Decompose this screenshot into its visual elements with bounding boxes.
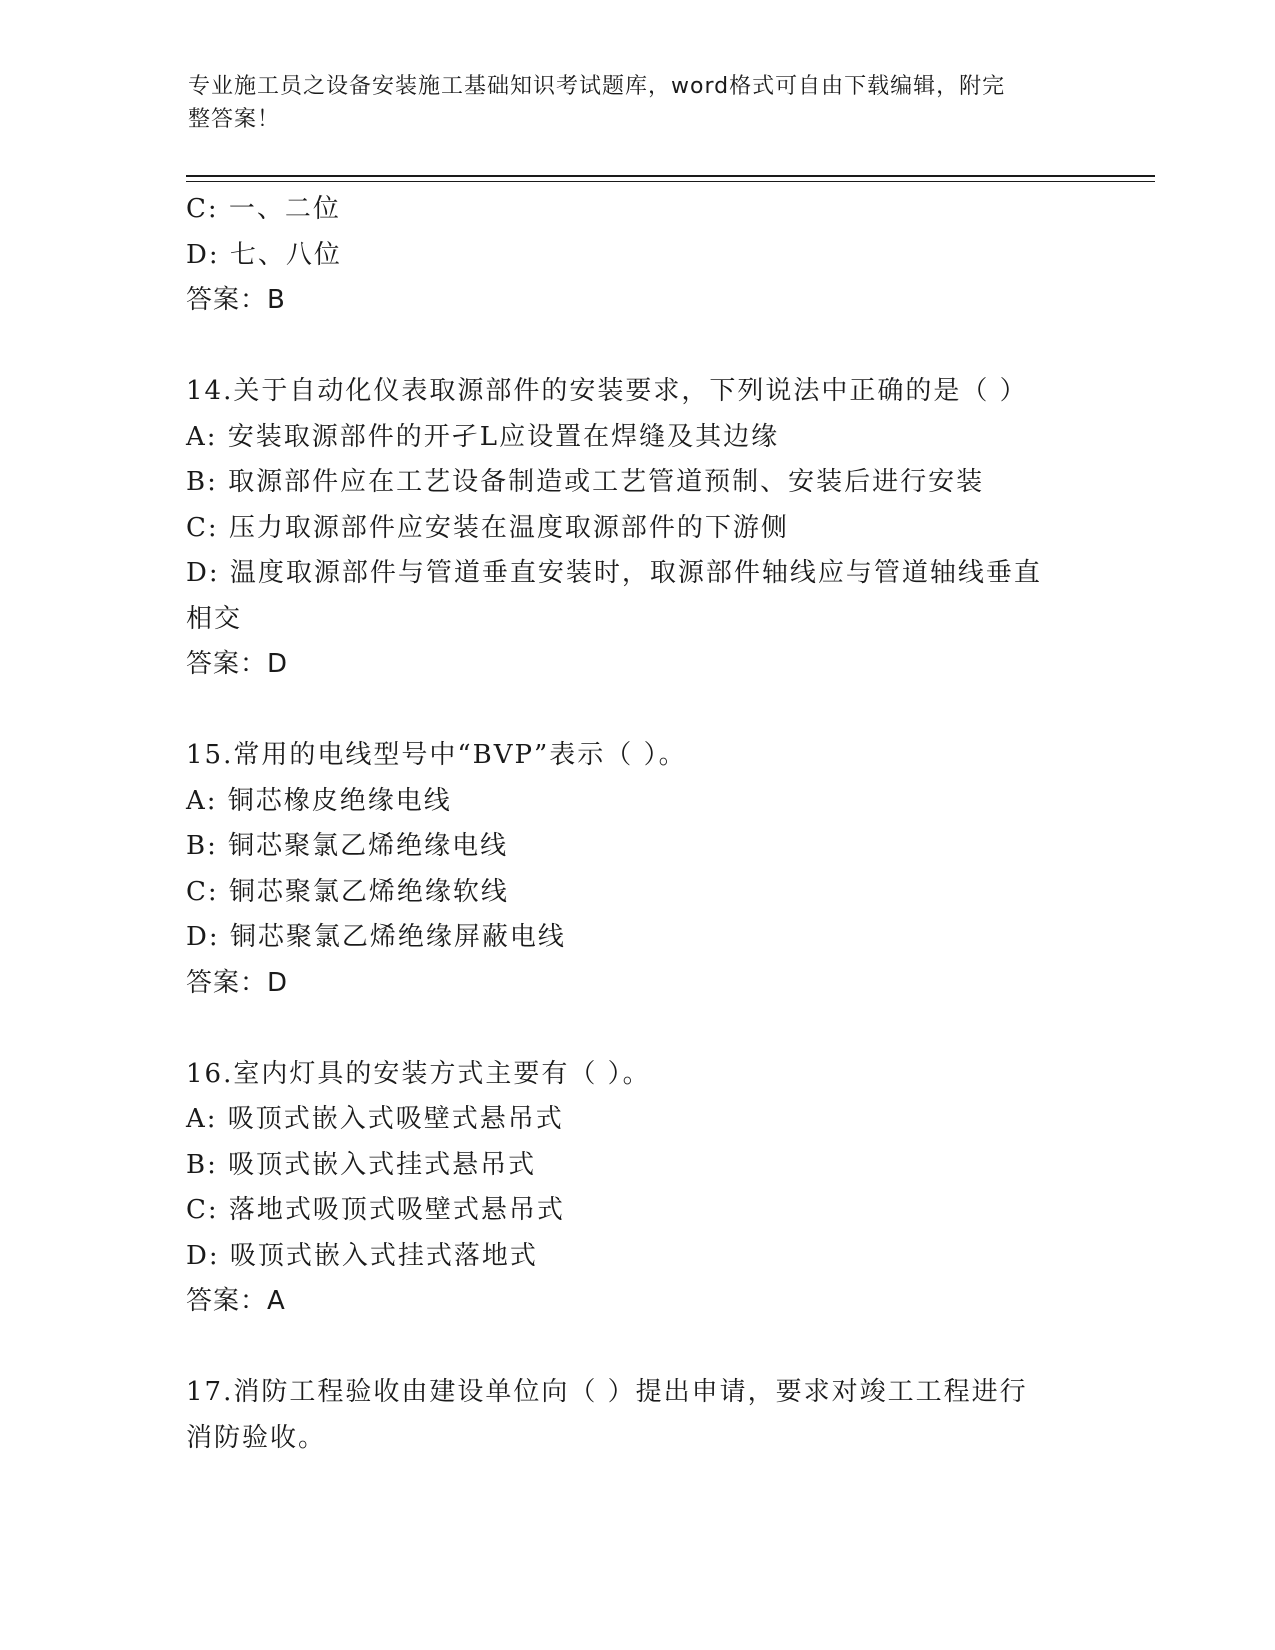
option-c: C: 落地式吸顶式吸壁式悬吊式 [186, 1195, 565, 1225]
question-13-continued [186, 187, 1086, 324]
spacer [186, 1006, 1086, 1052]
header-line-1: 专业施工员之设备安装施工基础知识考试题库，word格式可自由下载编辑，附完 [188, 74, 1006, 99]
spacer [186, 324, 1086, 370]
question-stem: 16.室内灯具的安装方式主要有（ ）。 [186, 1058, 651, 1089]
option-d: D: 七、八位 [186, 239, 342, 270]
option-d: D: 温度取源部件与管道垂直安装时，取源部件轴线应与管道轴线垂直 [186, 558, 1042, 588]
question-stem: 14.关于自动化仪表取源部件的安装要求，下列说法中正确的是（ ） [186, 376, 1028, 406]
option-a: A: 铜芯橡皮绝缘电线 [186, 785, 452, 816]
option-a: A: 安装取源部件的开孑L应设置在焊缝及其边缘 [186, 421, 780, 452]
option-c: C: 铜芯聚氯乙烯绝缘软线 [186, 876, 509, 907]
answer-line: 答案：A [186, 1286, 286, 1316]
option-d: D: 铜芯聚氯乙烯绝缘屏蔽电线 [186, 922, 566, 952]
option-b: B: 铜芯聚氯乙烯绝缘电线 [186, 831, 509, 861]
question-stem: 17.消防工程验收由建设单位向（ ）提出申请，要求对竣工工程进行 [186, 1377, 1028, 1407]
spacer [186, 688, 1086, 734]
question-14 [186, 369, 1086, 688]
option-d: D: 吸顶式嵌入式挂式落地式 [186, 1240, 538, 1271]
question-list [186, 187, 1086, 1461]
question-stem: 15.常用的电线型号中“BVP”表示（ ）。 [186, 740, 687, 770]
answer-line: 答案：B [186, 285, 286, 315]
answer-line: 答案：D [186, 649, 289, 679]
spacer [186, 1325, 1086, 1371]
option-b: B: 取源部件应在工艺设备制造或工艺管道预制、安装后进行安装 [186, 467, 985, 497]
option-c: C: 压力取源部件应安装在温度取源部件的下游侧 [186, 512, 789, 543]
question-stem-continued: 消防验收。 [186, 1422, 327, 1453]
option-d-continued: 相交 [186, 603, 243, 634]
option-b: B: 吸顶式嵌入式挂式悬吊式 [186, 1149, 537, 1180]
header-divider-thick [186, 175, 1155, 177]
question-16 [186, 1052, 1086, 1325]
answer-line: 答案：D [186, 967, 289, 998]
header-divider-thin [186, 181, 1155, 182]
option-a: A: 吸顶式嵌入式吸壁式悬吊式 [186, 1104, 564, 1134]
header-line-2: 整答案！ [188, 107, 281, 132]
question-17 [186, 1370, 1086, 1461]
option-c: C: 一、二位 [186, 194, 341, 224]
page-header [188, 70, 1068, 136]
question-15 [186, 733, 1086, 1006]
